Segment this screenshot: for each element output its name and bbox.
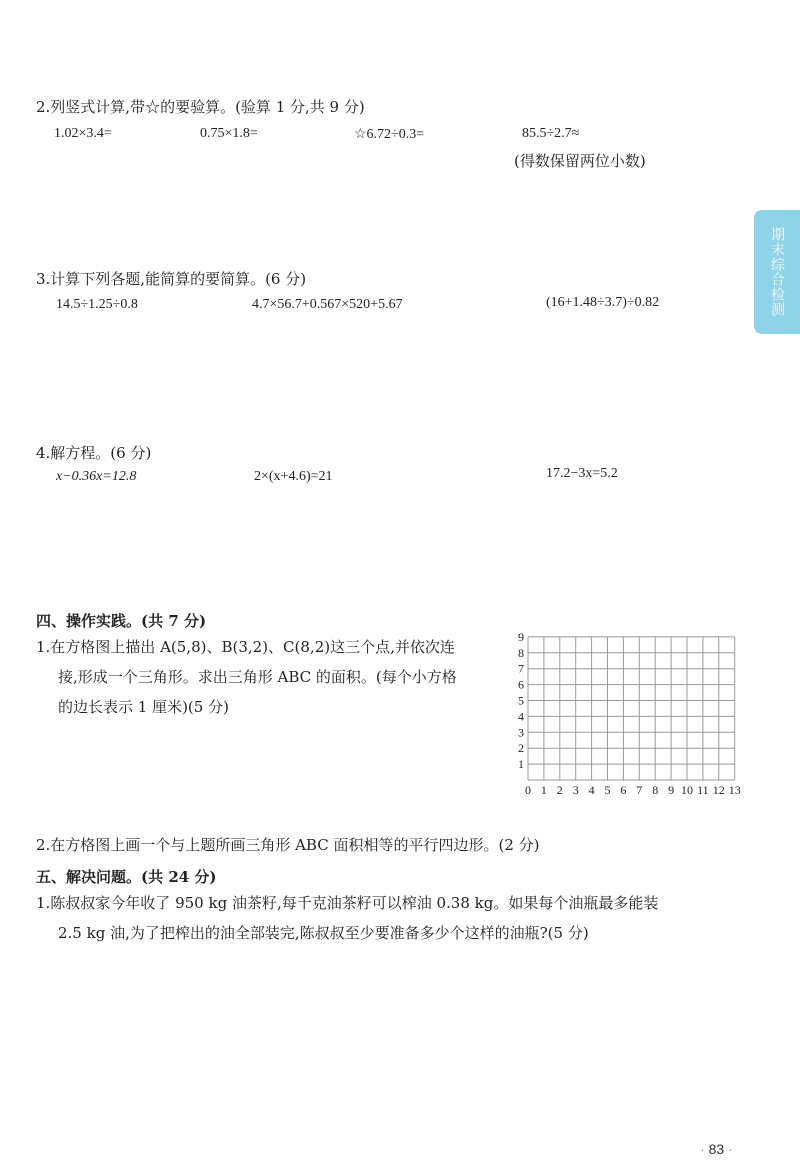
x-tick-label: 8 bbox=[652, 783, 659, 797]
q2-item-4: 85.5÷2.7≈ bbox=[522, 126, 580, 141]
y-tick-label: 1 bbox=[518, 757, 524, 772]
section4-heading: 四、操作实践。(共 7 分) bbox=[36, 612, 207, 630]
q3-title: 3.计算下列各题,能简算的要简算。(6 分) bbox=[36, 270, 307, 288]
q2-item-3: ☆6.72÷0.3= bbox=[354, 127, 425, 142]
q4-item-2: 2×(x+4.6)=21 bbox=[254, 469, 333, 484]
x-tick-label: 9 bbox=[668, 783, 675, 797]
y-tick-label: 9 bbox=[518, 629, 524, 644]
q3-item-2: 4.7×56.7+0.567×520+5.67 bbox=[252, 297, 403, 312]
y-tick-label: 6 bbox=[518, 677, 524, 692]
x-tick-label: 12 bbox=[712, 783, 725, 797]
section4-p1-line-3: 的边长表示 1 厘米)(5 分) bbox=[58, 698, 229, 716]
y-tick-label: 2 bbox=[518, 741, 524, 756]
q2-item-2: 0.75×1.8= bbox=[200, 126, 258, 141]
x-tick-label: 13 bbox=[728, 783, 741, 797]
y-tick-label: 3 bbox=[518, 725, 524, 740]
q4-title: 4.解方程。(6 分) bbox=[36, 444, 152, 462]
section4-p1-line-1: 1.在方格图上描出 A(5,8)、B(3,2)、C(8,2)这三个点,并依次连 bbox=[36, 638, 455, 656]
q2-note: (得数保留两位小数) bbox=[514, 152, 646, 170]
q2-title: 2.列竖式计算,带☆的要验算。(验算 1 分,共 9 分) bbox=[36, 98, 365, 116]
y-tick-label: 7 bbox=[518, 661, 524, 676]
q3-item-3: (16+1.48÷3.7)÷0.82 bbox=[546, 295, 660, 310]
page-number-text: 83 bbox=[708, 1141, 725, 1157]
q4-item-1: x−0.36x=12.8 bbox=[56, 469, 137, 484]
x-tick-label: 4 bbox=[588, 783, 595, 797]
x-tick-label: 1 bbox=[540, 783, 547, 797]
page-number bbox=[700, 1141, 733, 1157]
x-tick-label: 2 bbox=[556, 783, 563, 797]
coordinate-grid bbox=[508, 629, 748, 800]
x-tick-label: 0 bbox=[525, 783, 531, 797]
section5-p1-line-1: 1.陈叔叔家今年收了 950 kg 油茶籽,每千克油茶籽可以榨油 0.38 kg。如果每个油瓶最多能装 bbox=[36, 894, 659, 912]
page-dot-right: · bbox=[728, 1141, 733, 1157]
section4-p2: 2.在方格图上画一个与上题所画三角形 ABC 面积相等的平行四边形。(2 分) bbox=[36, 836, 540, 854]
x-tick-label: 11 bbox=[697, 783, 709, 797]
q2-item-1: 1.02×3.4= bbox=[54, 126, 112, 141]
x-tick-label: 5 bbox=[604, 783, 611, 797]
x-tick-label: 10 bbox=[681, 783, 693, 797]
x-tick-label: 7 bbox=[636, 783, 643, 797]
side-tab: 期末综合检测 bbox=[754, 210, 800, 334]
x-tick-label: 3 bbox=[572, 783, 579, 797]
q3-item-1: 14.5÷1.25÷0.8 bbox=[56, 297, 138, 312]
page-dot-left: · bbox=[700, 1141, 705, 1157]
q4-item-3: 17.2−3x=5.2 bbox=[546, 466, 618, 481]
y-tick-label: 8 bbox=[518, 645, 524, 660]
x-tick-label: 6 bbox=[620, 783, 627, 797]
y-tick-label: 4 bbox=[518, 709, 524, 724]
section5-p1-line-2: 2.5 kg 油,为了把榨出的油全部装完,陈叔叔至少要准备多少个这样的油瓶?(5 分) bbox=[58, 924, 589, 942]
section5-heading: 五、解决问题。(共 24 分) bbox=[36, 868, 217, 886]
section4-p1-line-2: 接,形成一个三角形。求出三角形 ABC 的面积。(每个小方格 bbox=[58, 668, 457, 686]
y-tick-label: 5 bbox=[518, 693, 524, 708]
